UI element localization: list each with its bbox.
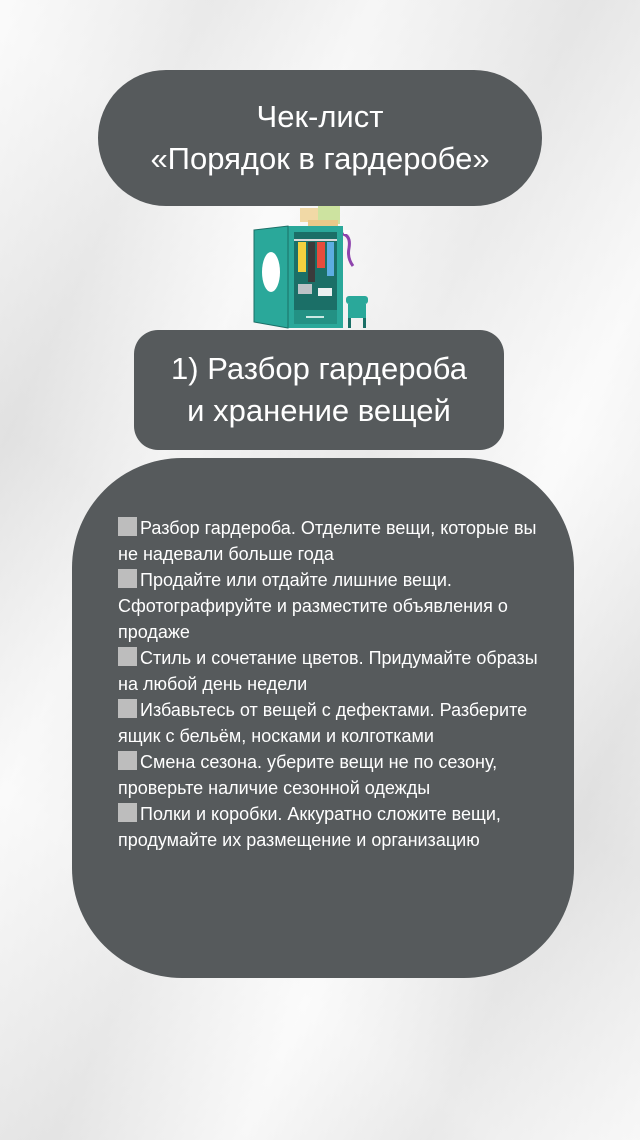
section-line-2: и хранение вещей	[187, 393, 451, 428]
checklist-item	[118, 697, 544, 749]
checklist-item-text: Продайте или отдайте лишние вещи. Сфотографируйте и разместите объявления о продаже	[118, 570, 508, 642]
checkbox-square-icon	[118, 751, 137, 770]
checklist-item	[118, 515, 544, 567]
checkbox-square-icon	[118, 647, 137, 666]
checkbox-square-icon	[118, 569, 137, 588]
checklist-item	[118, 749, 544, 801]
checklist-item-text: Полки и коробки. Аккуратно сложите вещи, продумайте их размещение и организацию	[118, 804, 501, 850]
checklist-item-text: Смена сезона. уберите вещи не по сезону, проверьте наличие сезонной одежды	[118, 752, 498, 798]
title-line-2: «Порядок в гардеробе»	[150, 141, 490, 176]
section-heading	[134, 330, 504, 450]
checklist-item-text: Разбор гардероба. Отделите вещи, которые вы не надевали больше года	[118, 518, 537, 564]
section-line-1: 1) Разбор гардероба	[171, 351, 467, 386]
checklist-item-text: Избавьтесь от вещей с дефектами. Разберите ящик с бельём, носками и колготками	[118, 700, 528, 746]
checkbox-square-icon	[118, 517, 137, 536]
checklist	[72, 458, 574, 978]
checklist-item	[118, 801, 544, 853]
checklist-item	[118, 645, 544, 697]
checklist-item-text: Стиль и сочетание цветов. Придумайте образы на любой день недели	[118, 648, 538, 694]
wardrobe-icon	[248, 206, 378, 332]
checklist-item	[118, 567, 544, 645]
checkbox-square-icon	[118, 699, 137, 718]
checkbox-square-icon	[118, 803, 137, 822]
title-line-1: Чек-лист	[256, 99, 384, 134]
title-pill	[98, 70, 542, 206]
